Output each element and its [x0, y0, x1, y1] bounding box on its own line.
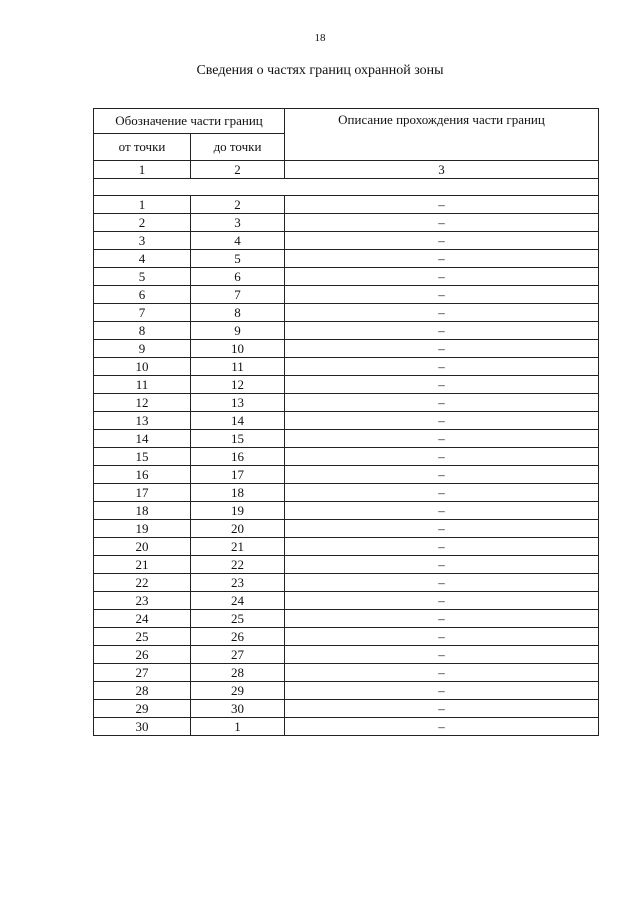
from-point-cell: 21: [94, 556, 191, 574]
description-cell: –: [285, 682, 599, 700]
to-point-cell: 26: [191, 628, 285, 646]
to-point-cell: 2: [191, 196, 285, 214]
description-cell: –: [285, 484, 599, 502]
from-point-cell: 6: [94, 286, 191, 304]
table-row: [94, 412, 599, 430]
blank-row: [94, 179, 599, 196]
from-point-cell: 10: [94, 358, 191, 376]
description-cell: –: [285, 718, 599, 736]
to-point-cell: 25: [191, 610, 285, 628]
blank-cell: [94, 179, 599, 196]
description-cell: –: [285, 214, 599, 232]
table-row: [94, 520, 599, 538]
table-row: [94, 430, 599, 448]
from-point-cell: 22: [94, 574, 191, 592]
column-number: 3: [285, 161, 599, 179]
table-row: [94, 628, 599, 646]
from-point-cell: 17: [94, 484, 191, 502]
to-point-cell: 22: [191, 556, 285, 574]
to-point-cell: 11: [191, 358, 285, 376]
to-point-cell: 27: [191, 646, 285, 664]
from-point-cell: 30: [94, 718, 191, 736]
from-point-cell: 20: [94, 538, 191, 556]
from-point-cell: 15: [94, 448, 191, 466]
to-point-cell: 10: [191, 340, 285, 358]
description-header: Описание прохождения части границ: [285, 109, 599, 161]
group-header: Обозначение части границ: [94, 109, 285, 134]
to-point-cell: 8: [191, 304, 285, 322]
from-point-header: от точки: [94, 134, 191, 161]
to-point-cell: 9: [191, 322, 285, 340]
from-point-cell: 3: [94, 232, 191, 250]
from-point-cell: 25: [94, 628, 191, 646]
table-row: [94, 466, 599, 484]
to-point-cell: 20: [191, 520, 285, 538]
table-row: [94, 502, 599, 520]
description-cell: –: [285, 322, 599, 340]
description-cell: –: [285, 268, 599, 286]
table-row: [94, 574, 599, 592]
to-point-cell: 17: [191, 466, 285, 484]
description-cell: –: [285, 430, 599, 448]
page-title: Сведения о частях границ охранной зоны: [196, 63, 444, 78]
from-point-cell: 12: [94, 394, 191, 412]
from-point-cell: 1: [94, 196, 191, 214]
description-cell: –: [285, 412, 599, 430]
description-cell: –: [285, 196, 599, 214]
to-point-cell: 1: [191, 718, 285, 736]
to-point-cell: 24: [191, 592, 285, 610]
column-number: 2: [191, 161, 285, 179]
from-point-cell: 13: [94, 412, 191, 430]
description-cell: –: [285, 610, 599, 628]
from-point-cell: 8: [94, 322, 191, 340]
to-point-cell: 13: [191, 394, 285, 412]
to-point-cell: 28: [191, 664, 285, 682]
table-row: [94, 304, 599, 322]
column-number: 1: [94, 161, 191, 179]
from-point-cell: 28: [94, 682, 191, 700]
column-number-row: [94, 161, 599, 179]
table-row: [94, 232, 599, 250]
description-cell: –: [285, 286, 599, 304]
table-row: [94, 358, 599, 376]
description-cell: –: [285, 358, 599, 376]
header-row: [94, 109, 599, 134]
from-point-cell: 9: [94, 340, 191, 358]
table-row: [94, 340, 599, 358]
table-row: [94, 664, 599, 682]
table-row: [94, 484, 599, 502]
to-point-cell: 3: [191, 214, 285, 232]
from-point-cell: 24: [94, 610, 191, 628]
from-point-cell: 4: [94, 250, 191, 268]
description-cell: –: [285, 556, 599, 574]
table-row: [94, 592, 599, 610]
to-point-cell: 6: [191, 268, 285, 286]
table-row: [94, 700, 599, 718]
from-point-cell: 18: [94, 502, 191, 520]
from-point-cell: 19: [94, 520, 191, 538]
table-row: [94, 556, 599, 574]
description-cell: –: [285, 340, 599, 358]
description-cell: –: [285, 664, 599, 682]
table-row: [94, 718, 599, 736]
to-point-header: до точки: [191, 134, 285, 161]
table-row: [94, 394, 599, 412]
description-cell: –: [285, 574, 599, 592]
to-point-cell: 19: [191, 502, 285, 520]
table-row: [94, 322, 599, 340]
to-point-cell: 4: [191, 232, 285, 250]
from-point-cell: 7: [94, 304, 191, 322]
page-number: 18: [314, 32, 326, 44]
table-body: [94, 109, 599, 736]
description-cell: –: [285, 250, 599, 268]
description-cell: –: [285, 304, 599, 322]
to-point-cell: 30: [191, 700, 285, 718]
from-point-cell: 23: [94, 592, 191, 610]
to-point-cell: 15: [191, 430, 285, 448]
to-point-cell: 7: [191, 286, 285, 304]
from-point-cell: 2: [94, 214, 191, 232]
description-cell: –: [285, 394, 599, 412]
from-point-cell: 29: [94, 700, 191, 718]
from-point-cell: 26: [94, 646, 191, 664]
description-cell: –: [285, 376, 599, 394]
description-cell: –: [285, 520, 599, 538]
table-row: [94, 376, 599, 394]
description-cell: –: [285, 502, 599, 520]
from-point-cell: 27: [94, 664, 191, 682]
description-cell: –: [285, 466, 599, 484]
to-point-cell: 21: [191, 538, 285, 556]
description-cell: –: [285, 628, 599, 646]
to-point-cell: 14: [191, 412, 285, 430]
description-cell: –: [285, 646, 599, 664]
to-point-cell: 23: [191, 574, 285, 592]
description-cell: –: [285, 700, 599, 718]
table-row: [94, 448, 599, 466]
table-row: [94, 196, 599, 214]
from-point-cell: 5: [94, 268, 191, 286]
description-cell: –: [285, 538, 599, 556]
to-point-cell: 29: [191, 682, 285, 700]
table-row: [94, 682, 599, 700]
table-row: [94, 610, 599, 628]
to-point-cell: 16: [191, 448, 285, 466]
description-cell: –: [285, 232, 599, 250]
table-row: [94, 268, 599, 286]
table-row: [94, 286, 599, 304]
description-cell: –: [285, 448, 599, 466]
table-row: [94, 250, 599, 268]
from-point-cell: 11: [94, 376, 191, 394]
to-point-cell: 18: [191, 484, 285, 502]
boundary-parts-table: [93, 108, 599, 736]
to-point-cell: 12: [191, 376, 285, 394]
table-row: [94, 214, 599, 232]
table-row: [94, 538, 599, 556]
table-row: [94, 646, 599, 664]
from-point-cell: 14: [94, 430, 191, 448]
description-cell: –: [285, 592, 599, 610]
from-point-cell: 16: [94, 466, 191, 484]
to-point-cell: 5: [191, 250, 285, 268]
